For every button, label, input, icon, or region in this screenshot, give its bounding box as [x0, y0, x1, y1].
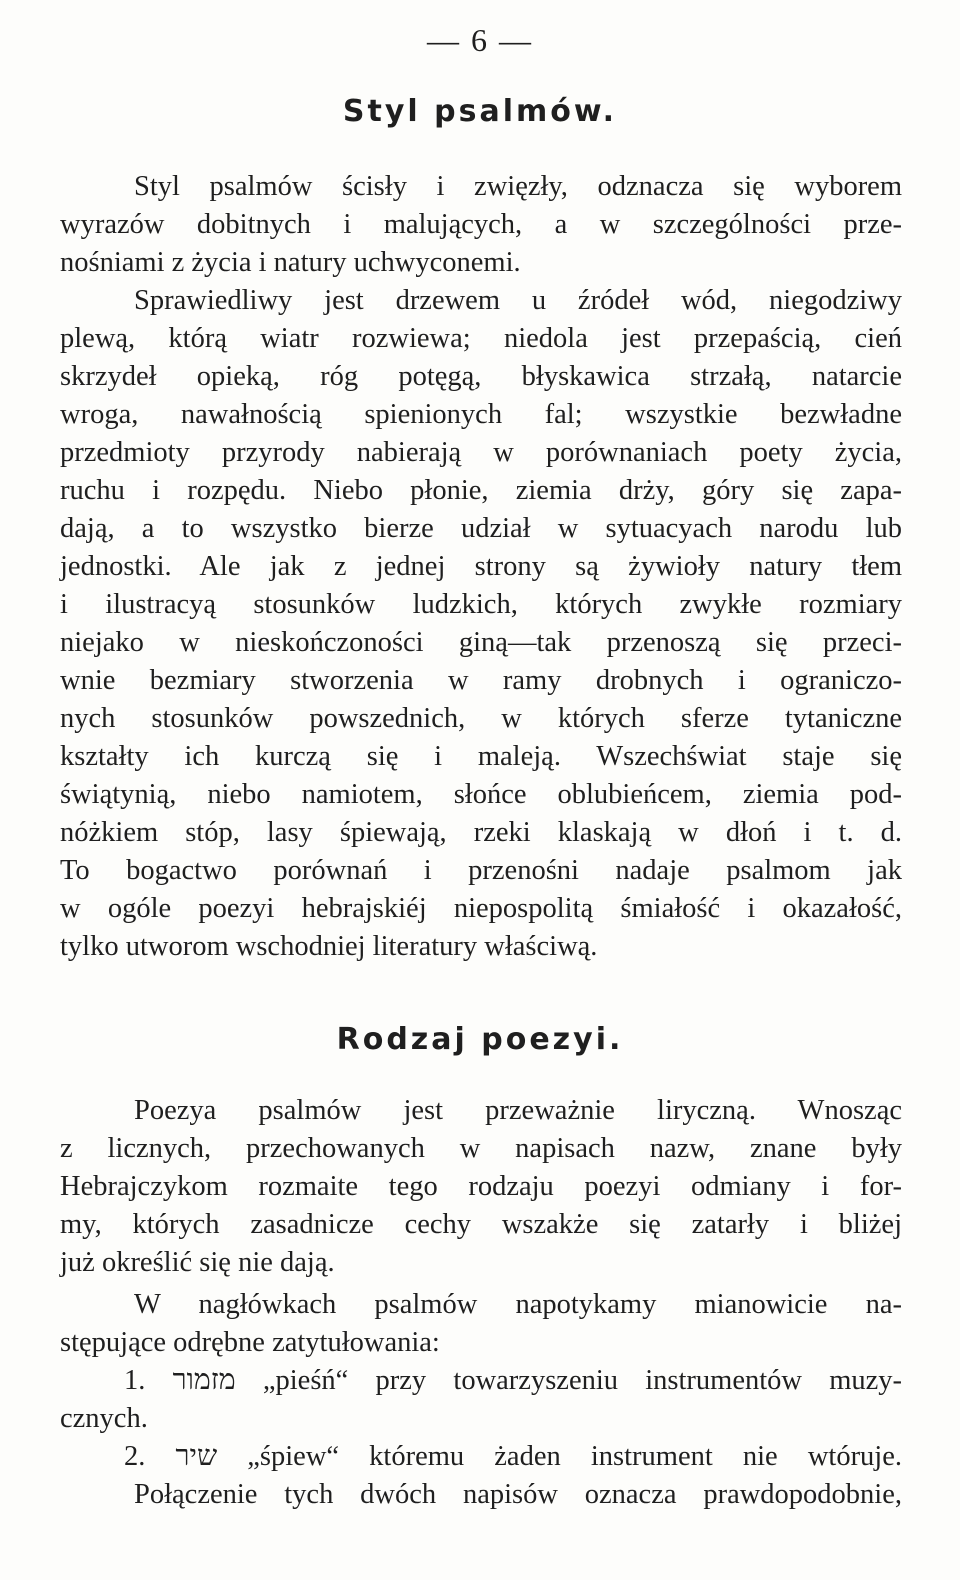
text-line: nych stosunków powszednich, w których sferze tytaniczne	[60, 703, 902, 734]
text-line: To bogactwo porównań i przenośni nadaje psalmom jak	[60, 855, 902, 886]
text-line: i ilustracyą stosunków ludzkich, których zwykłe rozmiary	[60, 589, 902, 620]
text-line: już określić się nie dają.	[60, 1247, 335, 1278]
text-line: Styl psalmów ścisły i zwięzły, odznacza się wyborem	[134, 171, 902, 202]
section-heading-styl-psalmow: Styl psalmów.	[342, 94, 618, 129]
text-line: W nagłówkach psalmów napotykamy mianowicie na-	[134, 1289, 902, 1320]
text-line: wnie bezmiary stworzenia w ramy drobnych i ograniczo-	[60, 665, 902, 696]
text-line: niejako w nieskończoności giną—tak przenoszą się przeci-	[60, 627, 902, 658]
text-line: Poezya psalmów jest przeważnie liryczną. Wnosząc	[134, 1095, 902, 1126]
text-line: Sprawiedliwy jest drzewem u źródeł wód, niegodziwy	[134, 285, 902, 316]
text-line: w ogóle poezyi hebrajskiéj niepospolitą śmiałość i okazałość,	[60, 893, 902, 924]
text-line: dają, a to wszystko bierze udział w sytuacyach narodu lub	[60, 513, 902, 544]
text-line: tylko utworom wschodniej literatury właściwą.	[60, 931, 598, 962]
text-line: świątynią, niebo namiotem, słońce oblubieńcem, ziemia pod-	[60, 779, 902, 810]
text-line: skrzydeł opieką, róg potęgą, błyskawica strzałą, natarcie	[60, 361, 902, 392]
list-item-2: 2. שיר „śpiew“ któremu żaden instrument nie wtóruje.	[124, 1441, 903, 1472]
page-number: — 6 —	[427, 22, 533, 58]
section-heading-rodzaj-poezyi: Rodzaj poezyi.	[336, 1022, 624, 1057]
text-line: Hebrajczykom rozmaite tego rodzaju poezyi odmiany i for-	[60, 1171, 902, 1202]
text-line: my, których zasadnicze cechy wszakże się zatarły i bliżej	[60, 1209, 902, 1240]
text-line: przedmioty przyrody nabierają w porównaniach poety życia,	[60, 437, 902, 468]
text-line: wroga, nawałnością spienionych fal; wszystkie bezwładne	[60, 399, 902, 430]
text-line: Połączenie tych dwóch napisów oznacza prawdopodobnie,	[134, 1479, 902, 1510]
text-line: nóżkiem stóp, lasy śpiewają, rzeki klaskają w dłoń i t. d.	[60, 817, 902, 848]
text-line: nośniami z życia i natury uchwyconemi.	[60, 247, 521, 278]
text-line: wyrazów dobitnych i malujących, a w szczególności prze-	[60, 209, 902, 240]
text-line: jednostki. Ale jak z jednej strony są żywioły natury tłem	[60, 551, 902, 582]
text-line: kształty ich kurczą się i maleją. Wszechświat staje się	[60, 741, 902, 772]
text-line: stępujące odrębne zatytułowania:	[60, 1327, 440, 1358]
list-item-1-continued: cznych.	[60, 1403, 148, 1434]
text-line: ruchu i rozpędu. Niebo płonie, ziemia drży, góry się zapa-	[60, 475, 902, 506]
list-item-1: 1. מזמור „pieśń“ przy towarzyszeniu instrumentów muzy-	[124, 1365, 903, 1396]
text-line: z licznych, przechowanych w napisach nazw, znane były	[60, 1133, 902, 1164]
text-line: plewą, którą wiatr rozwiewa; niedola jest przepaścią, cień	[60, 323, 902, 354]
